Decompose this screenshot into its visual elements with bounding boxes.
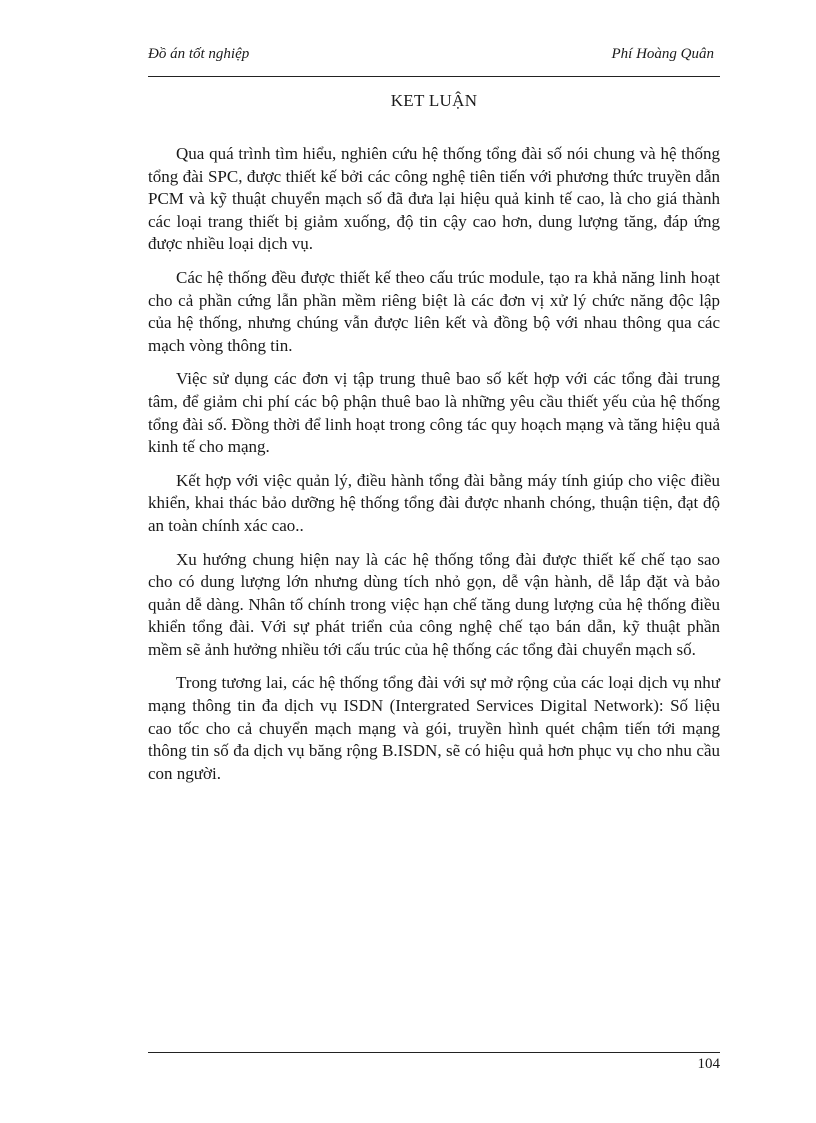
paragraph-1: Qua quá trình tìm hiểu, nghiên cứu hệ thống tổng đài số nói chung và hệ thống tổng đài SPC, được thiết kế bởi các công nghệ tiên tiến với phương thức truyền dẫn PCM và kỹ thuật chuyển mạch số đã đưa lại hiệu quả kinh tế cao, là cho giá thành các loại trang thiết bị giảm xuống, độ tin cậy cao hơn, dung lượng tăng, đáp ứng được nhiều loại dịch vụ. (148, 144, 720, 254)
paragraph-2: Các hệ thống đều được thiết kế theo cấu trúc module, tạo ra khả năng linh hoạt cho cả phần cứng lẫn phần mềm riêng biệt là các đơn vị xử lý chức năng độc lập của hệ thống, nhưng chúng vẫn được liên kết và đồng bộ với nhau thông qua các mạch vòng thông tin. (148, 267, 720, 355)
paragraph-3: Việc sử dụng các đơn vị tập trung thuê bao số kết hợp với các tổng đài trung tâm, để giảm chi phí các bộ phận thuê bao là những yêu cầu thiết yếu của hệ thống tổng đài số. Đồng thời để linh hoạt trong công tác quy hoạch mạng và tăng hiệu quả kinh tế cho mạng. (148, 369, 720, 457)
paragraph-5: Xu hướng chung hiện nay là các hệ thống tổng đài được thiết kế chế tạo sao cho có dung lượng lớn nhưng dùng tích nhỏ gọn, dễ vận hành, dễ lắp đặt và bảo quản dễ dàng. Nhân tố chính trong việc hạn chế tăng dung lượng của hệ thống điều khiển tổng đài. Với sự phát triển của công nghệ chế tạo bán dẫn, kỹ thuật phần mềm sẽ ảnh hưởng nhiều tới cấu trúc của hệ thống các tổng đài chuyển mạch số. (148, 549, 720, 659)
body-text (148, 143, 720, 796)
page-title: KET LUẬN (390, 91, 478, 110)
header-document-type: Đồ án tốt nghiệp (148, 46, 250, 62)
page-footer (148, 1052, 720, 1072)
header-author: Phí Hoàng Quân (611, 46, 714, 62)
paragraph-6: Trong tương lai, các hệ thống tổng đài với sự mở rộng của các loại dịch vụ như mạng thông tin đa dịch vụ ISDN (Intergrated Services Digital Network): Số liệu cao tốc cho cả chuyển mạch mạng và gói, truyền hình quét chậm tiến tới mạng thông tin số đa dịch vụ băng rộng B.ISDN, sẽ có hiệu quả hơn phục vụ cho nhu cầu con người. (148, 673, 720, 783)
paragraph-4: Kết hợp với việc quản lý, điều hành tổng đài bằng máy tính giúp cho việc điều khiển, khai thác bảo dưỡng hệ thống tổng đài được nhanh chóng, thuận tiện, đạt độ an toàn chính xác cao.. (148, 470, 720, 535)
page-number: 104 (697, 1056, 720, 1072)
page-header (148, 44, 720, 77)
